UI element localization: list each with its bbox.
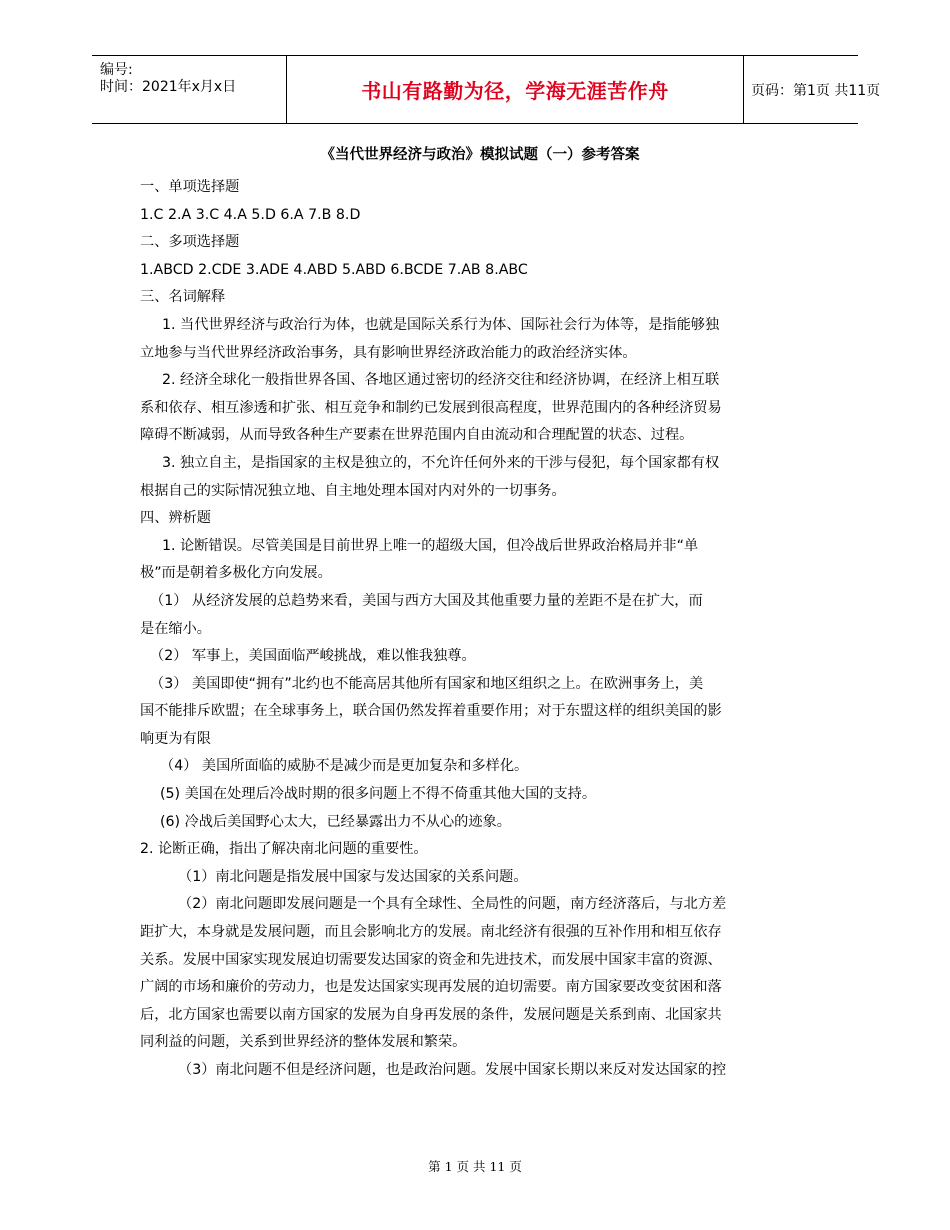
paragraph-line: 障碍不断减弱，从而导致各种生产要素在世界范围内自由流动和合理配置的状态、过程。 (140, 427, 694, 444)
section-heading-terms: 三、名词解释 (140, 289, 226, 306)
header-motto-cell (286, 56, 744, 123)
document-title: 《当代世界经济与政治》模拟试题（一）参考答案 (320, 147, 640, 163)
paragraph-line: 系和依存、相互渗透和扩张、相互竞争和制约已发展到很高程度，世界范围内的各种经济贸易 (140, 399, 722, 416)
list-item: （3） 美国即使“拥有”北约也不能高居其他所有国家和地区组织之上。在欧洲事务上，美 (150, 675, 704, 692)
header-page-cell (743, 56, 881, 123)
section-heading-analysis: 四、辨析题 (140, 510, 211, 527)
time-label: 时间：2021年x月x日 (100, 79, 237, 95)
page-info: 页码：第1页 共11页 (751, 82, 881, 99)
list-item: （2） 军事上，美国面临严峻挑战，难以惟我独尊。 (150, 648, 476, 665)
list-item: （1） 从经济发展的总趋势来看，美国与西方大国及其他重要力量的差距不是在扩大，而 (150, 592, 703, 609)
multi-choice-answers: 1.ABCD 2.CDE 3.ADE 4.ABD 5.ABD 6.BCDE 7.AB 8.ABC (140, 261, 528, 278)
paragraph-line: 3. 独立自主，是指国家的主权是独立的，不允许任何外来的干涉与侵犯，每个国家都有权 (162, 454, 720, 471)
list-item: （3）南北问题不但是经济问题，也是政治问题。发展中国家长期以来反对发达国家的控 (178, 1062, 727, 1078)
paragraph-line: 1. 当代世界经济与政治行为体，也就是国际关系行为体、国际社会行为体等，是指能够独 (162, 316, 720, 333)
paragraph-line: 根据自己的实际情况独立地、自主地处理本国对内对外的一切事务。 (140, 482, 566, 499)
list-item: （4） 美国所面临的威胁不是减少而是更加复杂和多样化。 (160, 758, 529, 775)
paragraph-line: 广阔的市场和廉价的劳动力，也是发达国家实现再发展的迫切需要。南方国家要改变贫困和落 (140, 979, 722, 996)
paragraph-line: 1. 论断错误。尽管美国是目前世界上唯一的超级大国，但冷战后世界政治格局并非“单 (162, 537, 699, 554)
page-header (92, 55, 881, 124)
paragraph-line: 极”而是朝着多极化方向发展。 (140, 565, 332, 582)
page-footer: 第 1 页 共 11 页 (428, 1159, 522, 1174)
paragraph-line: 距扩大，本身就是发展问题，而且会影响北方的发展。南北经济有很强的互补作用和相互依存 (140, 924, 722, 941)
paragraph-line: 后，北方国家也需要以南方国家的发展为自身再发展的条件，发展问题是关系到南、北国家共 (140, 1006, 722, 1023)
section-heading-single-choice: 一、单项选择题 (140, 179, 240, 195)
list-item: (6) 冷战后美国野心太大，已经暴露出力不从心的迹象。 (160, 813, 511, 830)
paragraph-line: 2. 经济全球化一般指世界各国、各地区通过密切的经济交往和经济协调，在经济上相互联 (162, 372, 720, 389)
document-body (140, 145, 820, 1085)
list-item: （2）南北问题即发展问题是一个具有全球性、全局性的问题，南方经济落后，与北方差 (178, 896, 727, 913)
section-heading-multi-choice: 二、多项选择题 (140, 234, 240, 251)
paragraph-line: 同利益的问题，关系到世界经济的整体发展和繁荣。 (140, 1034, 467, 1051)
paragraph-line: 2. 论断正确，指出了解决南北问题的重要性。 (140, 841, 428, 858)
list-item: (5) 美国在处理后冷战时期的很多问题上不得不倚重其他大国的支持。 (160, 786, 597, 803)
header-meta-cell (92, 56, 286, 123)
single-choice-answers: 1.C 2.A 3.C 4.A 5.D 6.A 7.B 8.D (140, 206, 361, 223)
paragraph-line: 关系。发展中国家实现发展迫切需要发达国家的资金和先进技术，而发展中国家丰富的资源、 (140, 951, 722, 968)
paragraph-line: 响更为有限 (140, 730, 211, 747)
list-item: （1）南北问题是指发展中国家与发达国家的关系问题。 (178, 868, 528, 885)
number-label: 编号: (100, 62, 133, 78)
paragraph-line: 国不能排斥欧盟；在全球事务上，联合国仍然发挥着重要作用；对于东盟这样的组织美国的影 (140, 703, 722, 720)
paragraph-line: 立地参与当代世界经济政治事务，具有影响世界经济政治能力的政治经济实体。 (140, 344, 637, 361)
paragraph-line: 是在缩小。 (140, 620, 211, 637)
motto-text: 书山有路勤为径，学海无涯苦作舟 (361, 79, 669, 103)
